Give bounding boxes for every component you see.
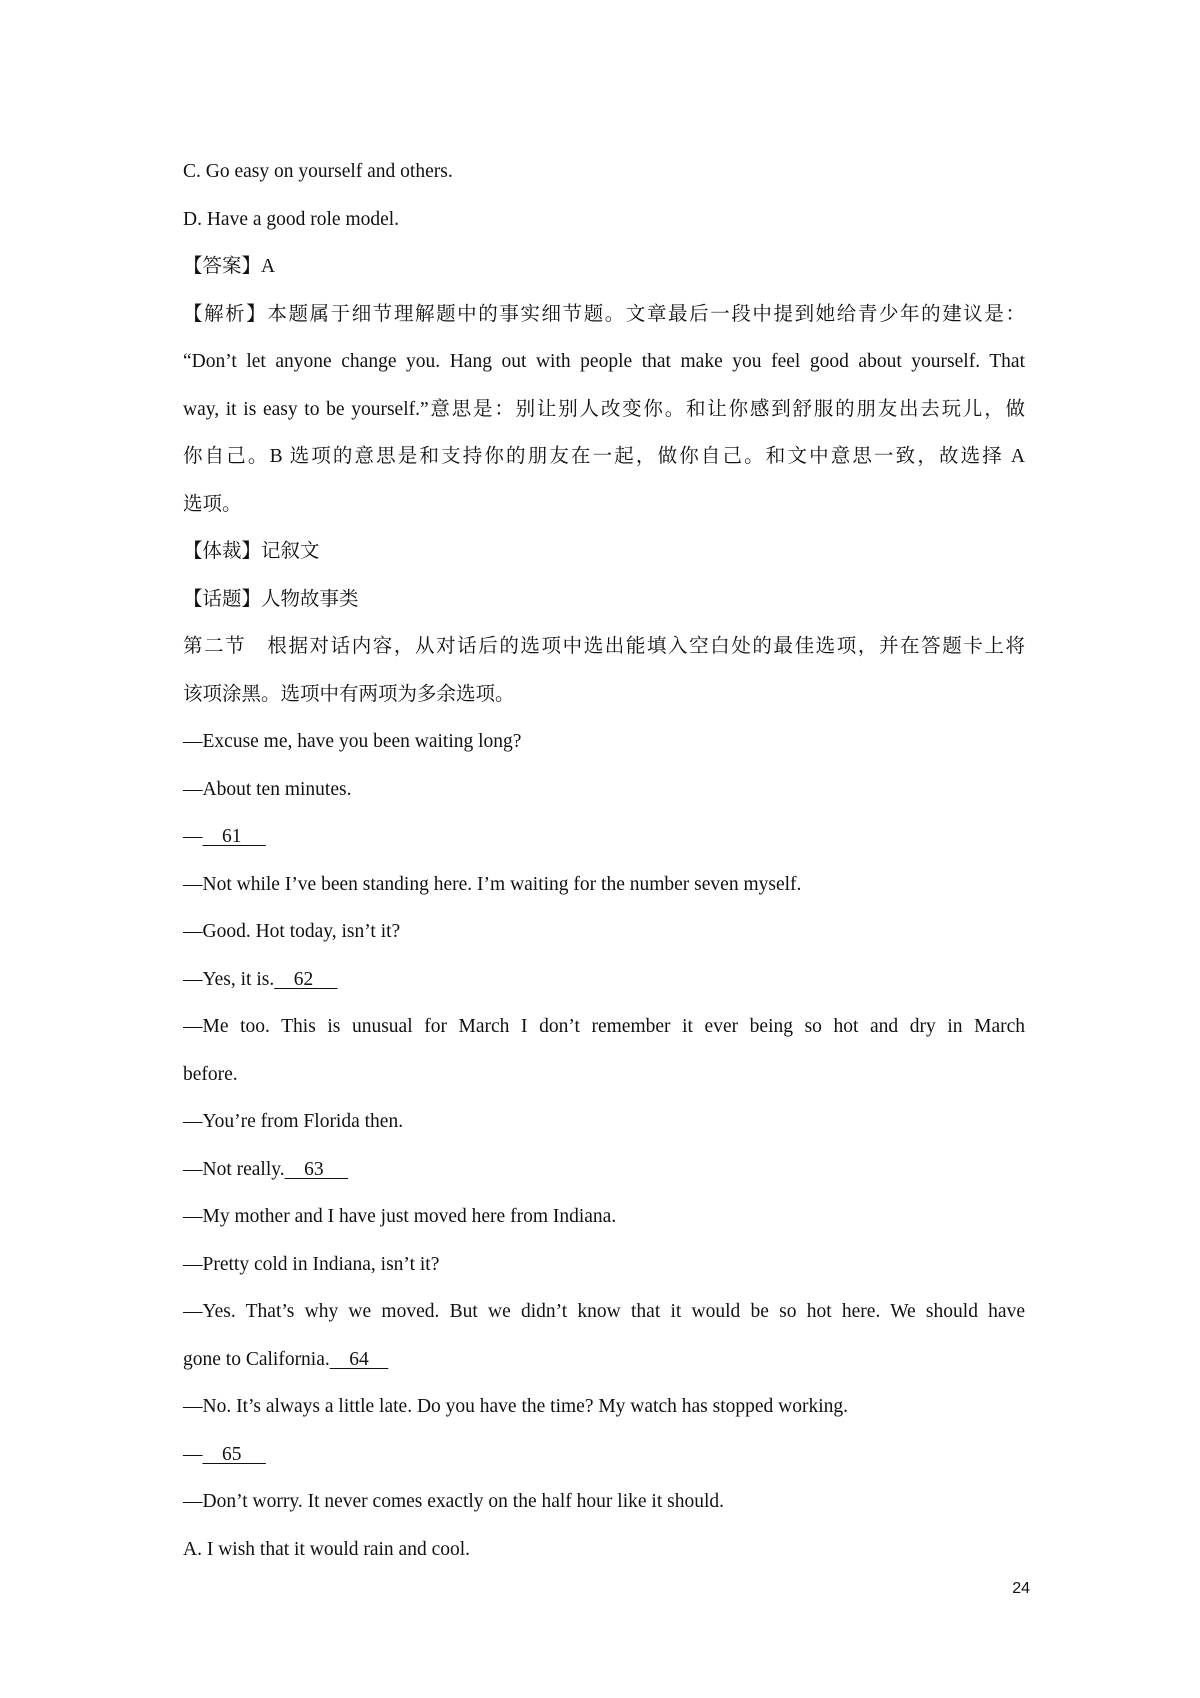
dialogue-text: — [183,826,203,847]
page-content [183,148,1025,1573]
analysis-line: “Don’t let anyone change you. Hang out with people that make you feel good about yourself. That [183,351,1025,372]
dialogue-text: —Yes, it is. [183,968,275,990]
dialogue-line [183,813,1025,861]
dialogue-line: —My mother and I have just moved here from Indiana. [183,1206,617,1227]
dialogue-line: —Excuse me, have you been waiting long? [183,731,522,752]
dialogue-line: before. [183,1063,238,1085]
section-instruction-line: 该项涂黑。选项中有两项为多余选项。 [183,683,515,705]
blank-65: 65 [202,1443,266,1465]
page-number: 24 [1012,1580,1030,1597]
dialogue-line: —Me too. This is unusual for March I don’t remember it ever being so hot and dry in March [183,1016,1025,1037]
blank-61: 61 [202,826,266,847]
dialogue-line [183,1336,1025,1384]
text-line: C. Go easy on yourself and others. [183,161,453,182]
dialogue-line [183,1146,1025,1194]
blank-62: 62 [274,968,338,990]
section-instruction-line: 第二节 根据对话内容，从对话后的选项中选出能填入空白处的最佳选项，并在答题卡上将 [183,636,1025,657]
genre-line: 【体裁】记叙文 [183,541,320,562]
dialogue-line [183,956,1025,1004]
blank-64: 64 [329,1348,389,1370]
dialogue-line: —About ten minutes. [183,778,352,800]
analysis-line: way, it is easy to be yourself.”意思是：别让别人改变你。和让你感到舒服的朋友出去玩儿，做 [183,398,1025,420]
dialogue-line: —You’re from Florida then. [183,1111,404,1132]
dialogue-line: —Not while I’ve been standing here. I’m waiting for the number seven myself. [183,873,802,895]
dialogue-line [183,1431,1025,1479]
dialogue-text: gone to California. [183,1348,330,1370]
dialogue-line: —Yes. That’s why we moved. But we didn’t know that it would be so hot here. We should have [183,1301,1025,1322]
dialogue-text: —Not really. [183,1158,285,1180]
option-line: A. I wish that it would rain and cool. [183,1538,471,1560]
blank-63: 63 [284,1158,348,1180]
analysis-line: 【解析】本题属于细节理解题中的事实细节题。文章最后一段中提到她给青少年的建议是： [183,303,1025,325]
dialogue-line: —No. It’s always a little late. Do you have the time? My watch has stopped working. [183,1396,849,1417]
analysis-line: 选项。 [183,493,242,515]
analysis-line: 你自己。B 选项的意思是和支持你的朋友在一起，做你自己。和文中意思一致，故选择 A [183,446,1025,467]
dialogue-line: —Pretty cold in Indiana, isn’t it? [183,1253,440,1275]
answer-line: 【答案】A [183,256,276,277]
dialogue-text: — [183,1443,203,1465]
topic-line: 【话题】人物故事类 [183,588,359,610]
dialogue-line: —Don’t worry. It never comes exactly on the half hour like it should. [183,1491,724,1512]
dialogue-line: —Good. Hot today, isn’t it? [183,921,401,942]
text-line: D. Have a good role model. [183,208,400,230]
